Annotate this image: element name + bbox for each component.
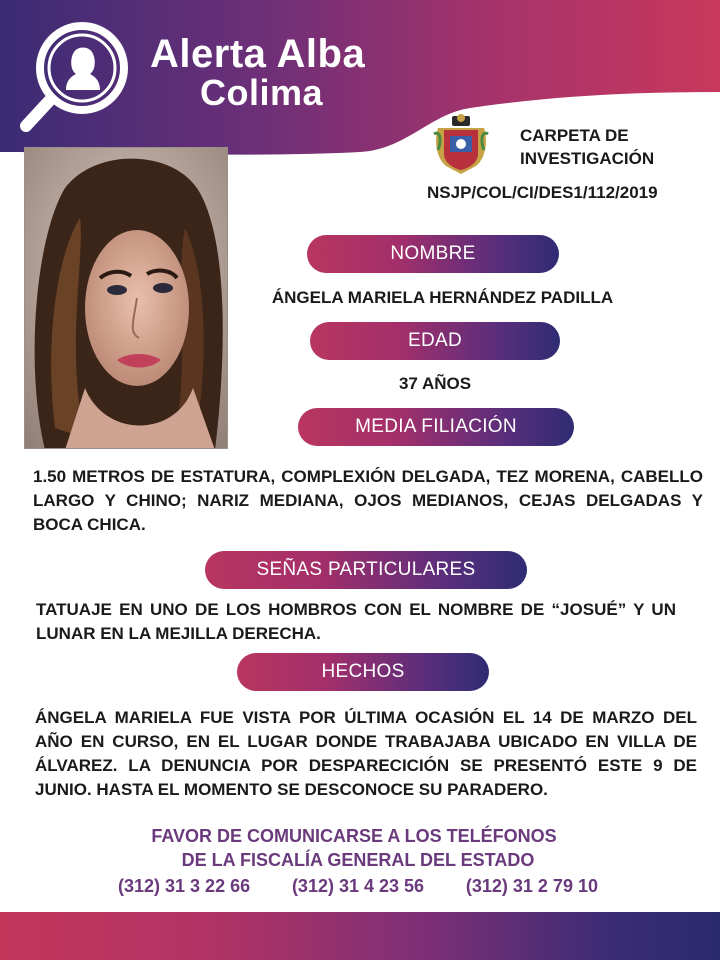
case-number: NSJP/COL/CI/DES1/112/2019 — [427, 183, 658, 202]
person-description: 1.50 METROS DE ESTATURA, COMPLEXIÓN DELGADA, TEZ MORENA, CABELLO LARGO Y CHINO; NARIZ MEDIANA, OJOS MEDIANOS, CEJAS DELGADAS Y BOCA CHICA. — [33, 467, 703, 534]
name-label-pill: NOMBRE — [307, 235, 559, 273]
case-label-line1: CARPETA DE — [520, 126, 629, 145]
age-label-pill: EDAD — [310, 322, 560, 360]
search-person-icon — [16, 14, 136, 134]
phone-number[interactable]: (312) 31 2 79 10 — [465, 876, 598, 896]
facts-label-pill: HECHOS — [237, 653, 489, 691]
case-label-line2: INVESTIGACIÓN — [520, 149, 655, 168]
description-label-pill: MEDIA FILIACIÓN — [298, 408, 574, 446]
phone-number[interactable]: (312) 31 3 22 66 — [118, 876, 251, 896]
contact-line1: FAVOR DE COMUNICARSE A LOS TELÉFONOS — [151, 826, 557, 846]
case-facts: ÁNGELA MARIELA FUE VISTA POR ÚLTIMA OCASIÓN EL 14 DE MARZO DEL AÑO EN CURSO, EN EL LUGAR DONDE TRABAJABA UBICADO EN VILLA DE ÁLVAREZ. LA DENUNCIA POR DESPARECICIÓN SE PRESENTÓ ESTE 9 DE JUNIO. HASTA EL MOMENTO SE DESCONOCE SU PARADERO. — [35, 708, 697, 799]
person-name: ÁNGELA MARIELA HERNÁNDEZ PADILLA — [271, 288, 614, 307]
colima-state-seal-icon — [432, 110, 490, 176]
contact-line2: DE LA FISCALÍA GENERAL DEL ESTADO — [181, 850, 535, 870]
marks-label-pill: SEÑAS PARTICULARES — [205, 551, 527, 589]
footer-band — [0, 912, 720, 960]
title-alerta-alba: Alerta Alba — [150, 32, 366, 76]
person-age: 37 AÑOS — [398, 374, 472, 393]
phone-list — [118, 876, 598, 897]
title-colima: Colima — [200, 72, 324, 113]
phone-number[interactable]: (312) 31 4 23 56 — [291, 876, 425, 896]
person-marks: TATUAJE EN UNO DE LOS HOMBROS CON EL NOMBRE DE “JOSUÉ” Y UN LUNAR EN LA MEJILLA DERECHA. — [36, 600, 676, 643]
